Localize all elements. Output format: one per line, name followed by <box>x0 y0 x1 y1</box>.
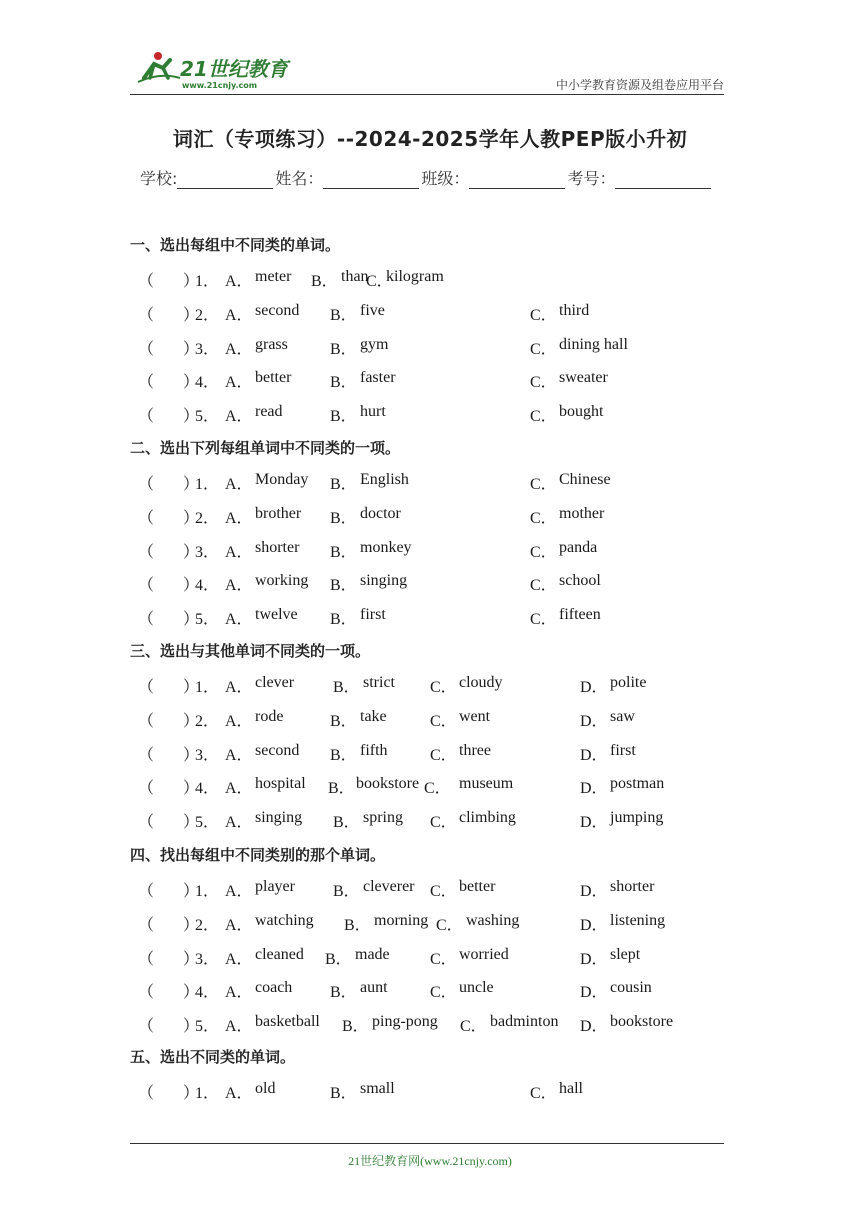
exam-number-field[interactable] <box>615 170 711 189</box>
school-field[interactable] <box>177 170 273 189</box>
option-word: museum <box>459 775 514 793</box>
option-letter: C． <box>430 679 457 696</box>
question-number: 4． <box>195 780 220 798</box>
option-word: postman <box>610 775 665 793</box>
answer-blank-open[interactable]: （ <box>138 273 155 290</box>
answer-blank-close[interactable]: ） <box>183 476 200 493</box>
section-title: 二、选出下列每组单词中不同类的一项。 <box>130 439 401 457</box>
option-word: three <box>459 741 491 759</box>
answer-blank-close[interactable]: ） <box>183 712 200 730</box>
21cnjy-logo <box>130 48 300 92</box>
answer-blank-close[interactable]: ） <box>183 1085 200 1102</box>
answer-blank-open[interactable]: （ <box>138 306 155 324</box>
answer-blank-close[interactable]: ） <box>183 984 200 1002</box>
answer-blank-close[interactable]: ） <box>183 374 200 392</box>
option-word: watching <box>255 911 314 929</box>
option-word: fifth <box>360 741 388 759</box>
answer-blank-close[interactable]: ） <box>183 916 200 934</box>
school-label: 学校: <box>140 169 178 188</box>
answer-blank-close[interactable]: ） <box>183 577 200 595</box>
answer-blank-close[interactable]: ） <box>183 340 200 358</box>
question-number: 3． <box>195 340 220 358</box>
option-word: cloudy <box>459 674 503 691</box>
option-letter: A． <box>225 408 253 426</box>
answer-blank-close[interactable]: ） <box>183 306 200 324</box>
question-number: 4． <box>195 374 220 392</box>
option-letter: A． <box>225 476 253 493</box>
question-number: 5． <box>195 814 220 832</box>
option-letter: B． <box>344 916 371 934</box>
option-word: Chinese <box>559 471 611 488</box>
option-word: climbing <box>459 809 516 827</box>
option-word: went <box>459 707 491 725</box>
option-word: first <box>360 606 386 624</box>
option-letter: C． <box>430 746 457 764</box>
option-word: brother <box>255 504 302 522</box>
option-letter: A． <box>225 611 253 629</box>
option-word: gym <box>360 335 389 353</box>
option-word: worried <box>459 945 509 963</box>
option-word: shorter <box>255 538 300 556</box>
option-letter: D． <box>580 984 608 1002</box>
answer-blank-close[interactable]: ） <box>183 543 200 561</box>
option-letter: B． <box>330 340 357 358</box>
question-number: 1． <box>195 679 220 696</box>
option-word: washing <box>466 911 520 929</box>
option-letter: C． <box>530 611 557 629</box>
option-letter: C． <box>424 780 451 798</box>
option-word: bookstore <box>610 1013 674 1031</box>
option-letter: A． <box>225 679 253 696</box>
option-letter: D． <box>580 746 608 764</box>
question-number: 2． <box>195 306 220 324</box>
option-letter: B． <box>330 984 357 1002</box>
question-number: 4． <box>195 984 220 1002</box>
option-letter: B． <box>330 712 357 730</box>
option-letter: B． <box>325 950 352 968</box>
answer-blank-open[interactable]: （ <box>138 1018 155 1036</box>
answer-blank-close[interactable]: ） <box>183 273 200 290</box>
student-info-line <box>140 166 713 189</box>
option-letter: C． <box>460 1018 487 1036</box>
option-word: coach <box>255 979 293 997</box>
question-number: 5． <box>195 1018 220 1036</box>
option-word: third <box>559 301 590 319</box>
option-letter: C． <box>530 509 557 527</box>
svg-text:www.21cnjy.com: www.21cnjy.com <box>182 81 258 90</box>
option-word: hospital <box>255 775 306 793</box>
page-header <box>130 48 724 95</box>
option-letter: A． <box>225 577 253 595</box>
option-word: sweater <box>559 369 608 387</box>
option-word: morning <box>374 911 429 929</box>
option-word: than <box>341 268 369 285</box>
question-number: 1． <box>195 273 220 290</box>
option-word: small <box>360 1080 395 1097</box>
option-word: player <box>255 878 295 895</box>
option-letter: A． <box>225 1085 253 1102</box>
option-letter: A． <box>225 916 253 934</box>
option-word: take <box>360 707 387 725</box>
answer-blank-open[interactable]: （ <box>138 543 155 561</box>
answer-blank-open[interactable]: （ <box>138 814 155 832</box>
option-letter: B． <box>328 780 355 798</box>
option-letter: C． <box>366 273 393 290</box>
option-letter: B． <box>333 883 360 900</box>
option-letter: B． <box>330 543 357 561</box>
option-letter: C． <box>530 577 557 595</box>
option-letter: D． <box>580 679 608 696</box>
section-title: 三、选出与其他单词不同类的一项。 <box>130 642 371 660</box>
answer-blank-close[interactable]: ） <box>183 1018 200 1036</box>
option-word: meter <box>255 268 292 285</box>
option-letter: B． <box>330 577 357 595</box>
option-word: hurt <box>360 403 386 421</box>
option-word: English <box>360 471 409 488</box>
option-word: listening <box>610 911 666 929</box>
answer-blank-close[interactable]: ） <box>183 814 200 832</box>
option-word: badminton <box>490 1013 559 1031</box>
option-letter: A． <box>225 340 253 358</box>
answer-blank-open[interactable]: （ <box>138 577 155 595</box>
option-word: cleverer <box>363 878 415 895</box>
section-title: 五、选出不同类的单词。 <box>130 1048 296 1066</box>
option-word: second <box>255 741 300 759</box>
option-word: uncle <box>459 979 494 997</box>
option-word: saw <box>610 707 635 725</box>
option-word: Monday <box>255 471 309 488</box>
answer-blank-open[interactable]: （ <box>138 780 155 798</box>
option-word: strict <box>363 674 395 691</box>
option-letter: B． <box>342 1018 369 1036</box>
answer-blank-open[interactable]: （ <box>138 509 155 527</box>
question-number: 5． <box>195 408 220 426</box>
option-word: grass <box>255 335 288 353</box>
option-letter: A． <box>225 1018 253 1036</box>
option-word: slept <box>610 945 641 963</box>
answer-blank-open[interactable]: （ <box>138 374 155 392</box>
option-letter: C． <box>530 340 557 358</box>
answer-blank-close[interactable]: ） <box>183 611 200 629</box>
option-letter: C． <box>430 950 457 968</box>
option-letter: C． <box>430 712 457 730</box>
footer-divider <box>130 1143 724 1144</box>
option-letter: B． <box>330 746 357 764</box>
option-word: bought <box>559 403 604 421</box>
option-word: hall <box>559 1080 583 1097</box>
answer-blank-close[interactable]: ） <box>183 746 200 764</box>
option-word: twelve <box>255 606 298 624</box>
option-letter: D． <box>580 950 608 968</box>
question-number: 3． <box>195 543 220 561</box>
platform-name: 中小学教育资源及组卷应用平台 <box>555 78 724 92</box>
option-letter: D． <box>580 1018 608 1036</box>
class-label: 班级： <box>421 169 470 188</box>
option-letter: A． <box>225 746 253 764</box>
section-title: 一、选出每组中不同类的单词。 <box>130 236 341 254</box>
option-word: singing <box>360 572 408 590</box>
answer-blank-open[interactable]: （ <box>138 340 155 358</box>
option-letter: C． <box>530 306 557 324</box>
option-word: read <box>255 403 283 421</box>
option-word: mother <box>559 504 605 522</box>
question-number: 4． <box>195 577 220 595</box>
option-letter: D． <box>580 814 608 832</box>
option-word: kilogram <box>386 268 444 285</box>
page-title: 词汇（专项练习）--2024-2025学年人教PEP版小升初 <box>172 127 688 151</box>
option-letter: A． <box>225 780 253 798</box>
answer-blank-open[interactable]: （ <box>138 679 155 696</box>
question-number: 3． <box>195 746 220 764</box>
option-letter: B． <box>330 1085 357 1102</box>
question-number: 2． <box>195 916 220 934</box>
answer-blank-open[interactable]: （ <box>138 611 155 629</box>
option-word: panda <box>559 538 598 556</box>
option-letter: A． <box>225 273 253 290</box>
option-word: old <box>255 1080 276 1097</box>
option-letter: C． <box>530 374 557 392</box>
option-word: clever <box>255 674 295 691</box>
answer-blank-open[interactable]: （ <box>138 1085 155 1102</box>
option-letter: C． <box>430 814 457 832</box>
question-number: 3． <box>195 950 220 968</box>
option-letter: C． <box>430 883 457 900</box>
option-letter: C． <box>530 476 557 493</box>
answer-blank-close[interactable]: ） <box>183 780 200 798</box>
option-letter: A． <box>225 374 253 392</box>
option-word: doctor <box>360 504 401 522</box>
option-word: ping-pong <box>372 1013 438 1031</box>
option-word: monkey <box>360 538 412 556</box>
option-letter: A． <box>225 883 253 900</box>
option-letter: B． <box>330 611 357 629</box>
option-word: polite <box>610 674 647 691</box>
footer-text: 21世纪教育网(www.21cnjy.com) <box>348 1154 512 1168</box>
option-word: shorter <box>610 878 655 895</box>
option-word: spring <box>363 809 403 827</box>
answer-blank-open[interactable]: （ <box>138 746 155 764</box>
answer-blank-open[interactable]: （ <box>138 916 155 934</box>
question-number: 5． <box>195 611 220 629</box>
svg-text:21世纪教育: 21世纪教育 <box>180 57 288 81</box>
option-word: school <box>559 572 601 590</box>
answer-blank-close[interactable]: ） <box>183 950 200 968</box>
question-number: 1． <box>195 476 220 493</box>
option-letter: C． <box>530 1085 557 1102</box>
answer-blank-open[interactable]: （ <box>138 408 155 426</box>
class-field[interactable] <box>469 170 565 189</box>
answer-blank-open[interactable]: （ <box>138 883 155 900</box>
option-word: made <box>355 945 390 963</box>
option-letter: B． <box>330 306 357 324</box>
question-number: 1． <box>195 1085 220 1102</box>
option-word: first <box>610 741 636 759</box>
option-word: singing <box>255 809 303 827</box>
option-word: second <box>255 301 300 319</box>
option-letter: C． <box>530 543 557 561</box>
answer-blank-close[interactable]: ） <box>183 509 200 527</box>
question-number: 2． <box>195 509 220 527</box>
option-word: better <box>459 878 496 895</box>
option-word: working <box>255 572 309 590</box>
answer-blank-open[interactable]: （ <box>138 476 155 493</box>
option-word: bookstore <box>356 775 420 793</box>
option-word: basketball <box>255 1013 320 1031</box>
answer-blank-close[interactable]: ） <box>183 883 200 900</box>
option-letter: A． <box>225 984 253 1002</box>
section-title: 四、找出每组中不同类别的那个单词。 <box>130 846 386 864</box>
option-letter: A． <box>225 543 253 561</box>
question-number: 2． <box>195 712 220 730</box>
option-letter: B． <box>311 273 338 290</box>
option-letter: B． <box>330 374 357 392</box>
option-letter: B． <box>333 814 360 832</box>
option-word: cleaned <box>255 945 304 963</box>
option-letter: C． <box>530 408 557 426</box>
question-number: 1． <box>195 883 220 900</box>
option-letter: A． <box>225 950 253 968</box>
option-word: fifteen <box>559 606 601 624</box>
option-letter: C． <box>436 916 463 934</box>
option-letter: A． <box>225 306 253 324</box>
answer-blank-open[interactable]: （ <box>138 950 155 968</box>
option-letter: B． <box>330 509 357 527</box>
option-letter: D． <box>580 916 608 934</box>
option-word: better <box>255 369 292 387</box>
answer-blank-open[interactable]: （ <box>138 984 155 1002</box>
option-letter: D． <box>580 780 608 798</box>
option-letter: B． <box>333 679 360 696</box>
option-word: dining hall <box>559 335 628 353</box>
option-letter: B． <box>330 408 357 426</box>
option-word: rode <box>255 707 284 725</box>
option-letter: A． <box>225 814 253 832</box>
option-word: aunt <box>360 979 388 997</box>
option-letter: A． <box>225 712 253 730</box>
option-letter: D． <box>580 883 608 900</box>
option-letter: B． <box>330 476 357 493</box>
option-word: five <box>360 301 385 319</box>
answer-blank-open[interactable]: （ <box>138 712 155 730</box>
option-letter: C． <box>430 984 457 1002</box>
option-word: faster <box>360 369 396 387</box>
answer-blank-close[interactable]: ） <box>183 679 200 696</box>
name-label: 姓名： <box>275 169 324 188</box>
option-word: jumping <box>610 809 664 827</box>
name-field[interactable] <box>323 170 419 189</box>
option-letter: A． <box>225 509 253 527</box>
answer-blank-close[interactable]: ） <box>183 408 200 426</box>
option-letter: D． <box>580 712 608 730</box>
exam-number-label: 考号： <box>567 169 616 188</box>
option-word: cousin <box>610 979 652 997</box>
